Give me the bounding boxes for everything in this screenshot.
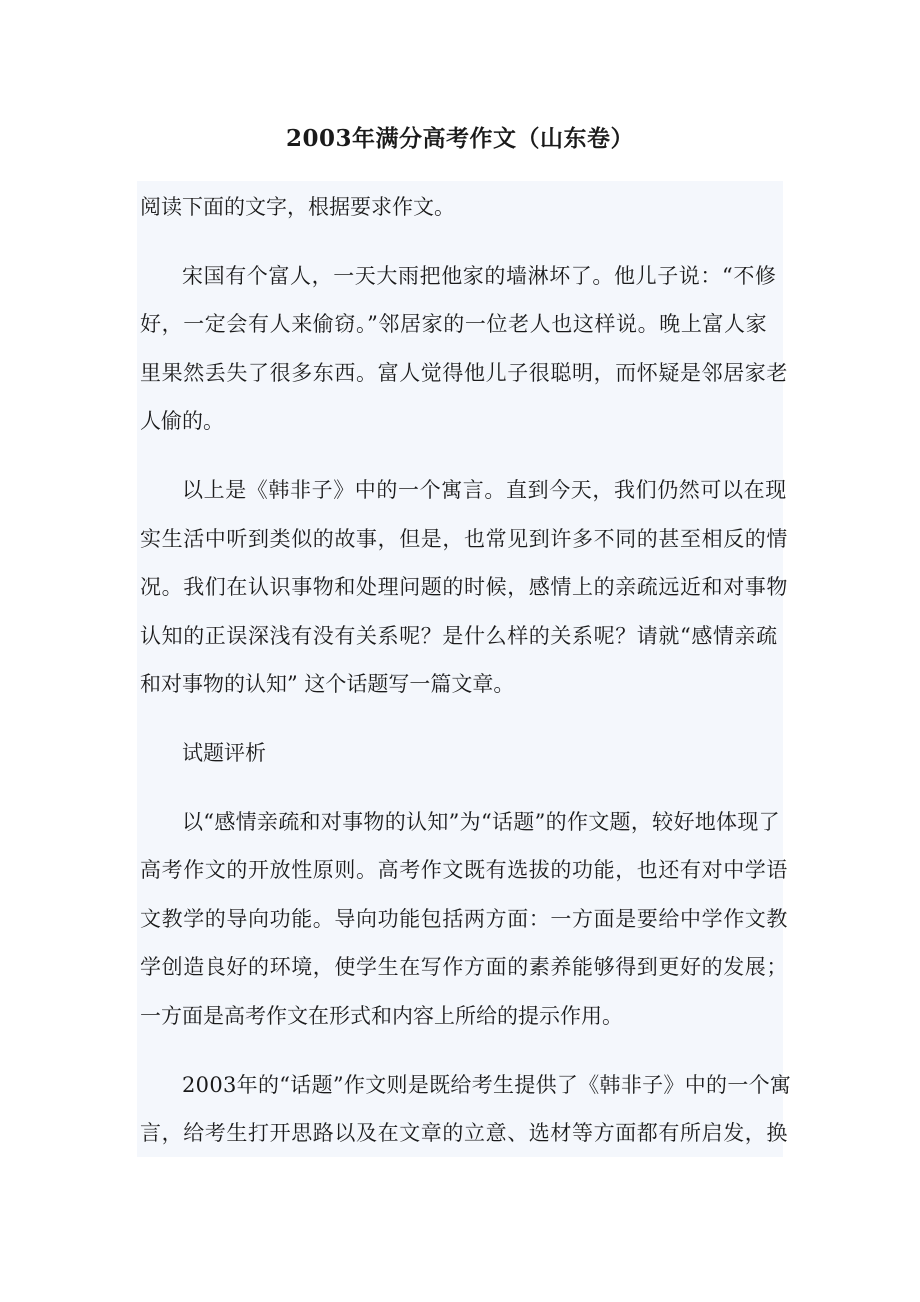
section-heading: 试题评析 (182, 741, 266, 765)
text-line: 文教学的导向功能。导向功能包括两方面：一方面是要给中学作文教 (140, 907, 788, 931)
text-line: 实生活中听到类似的故事，但是，也常见到许多不同的甚至相反的情 (140, 527, 788, 551)
text-line: 一方面是高考作文在形式和内容上所给的提示作用。 (140, 1004, 623, 1028)
text-line: 认知的正误深浅有没有关系呢？是什么样的关系呢？请就“感情亲疏 (140, 624, 778, 648)
text-line: 言，给考生打开思路以及在文章的立意、选材等方面都有所启发，换 (140, 1121, 788, 1145)
text-line: 高考作文的开放性原则。高考作文既有选拔的功能，也还有对中学语 (140, 858, 788, 882)
text-line: 阅读下面的文字，根据要求作文。 (140, 195, 455, 219)
text-line: 好，一定会有人来偷窃。”邻居家的一位老人也这样说。晚上富人家 (140, 312, 768, 336)
document-title: 2003年满分高考作文（山东卷） (285, 125, 634, 152)
text-line: 以“感情亲疏和对事物的认知”为“话题”的作文题，较好地体现了 (182, 810, 780, 834)
text-line: 和对事物的认知” 这个话题写一篇文章。 (140, 672, 515, 696)
text-line: 宋国有个富人，一天大雨把他家的墙淋坏了。他儿子说：“不修 (182, 264, 777, 288)
text-line: 人偷的。 (140, 409, 224, 433)
text-line: 里果然丢失了很多东西。富人觉得他儿子很聪明，而怀疑是邻居家老 (140, 361, 788, 385)
text-line: 以上是《韩非子》中的一个寓言。直到今天，我们仍然可以在现 (182, 478, 787, 502)
text-line: 学创造良好的环境，使学生在写作方面的素养能够得到更好的发展； (140, 955, 788, 979)
text-line: 况。我们在认识事物和处理问题的时候，感情上的亲疏远近和对事物 (140, 575, 788, 599)
text-line: 2003年的“话题”作文则是既给考生提供了《韩非子》中的一个寓 (182, 1073, 792, 1097)
